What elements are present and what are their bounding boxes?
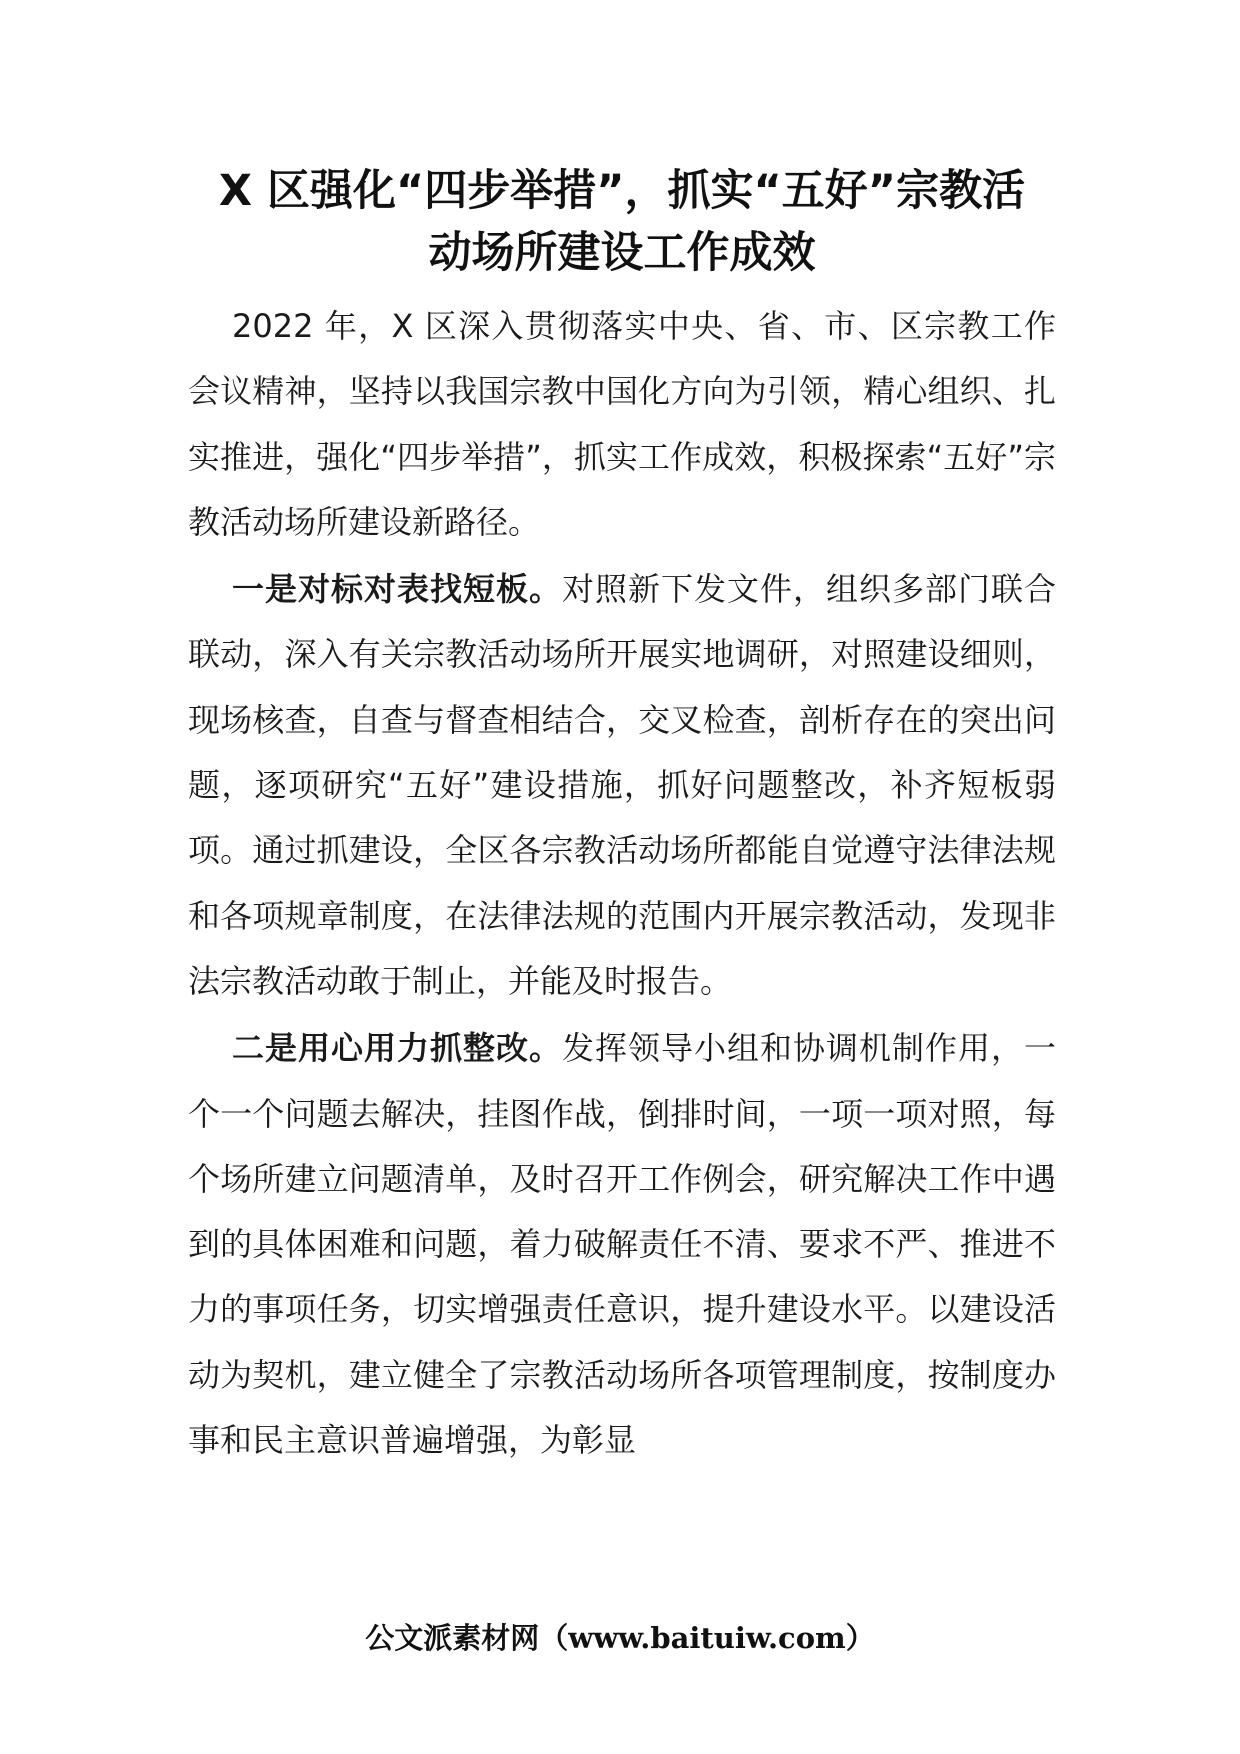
- document-title: [188, 160, 1056, 284]
- footer-watermark: 公文派素材网（www.baituiw.com）: [365, 1621, 875, 1655]
- intro-paragraph: 2022 年，X 区深入贯彻落实中央、省、市、区宗教工作会议精神，坚持以我国宗教中国化方向为引领，精心组织、扎实推进，强化“四步举措”，抓实工作成效，积极探索“五好”宗教活动场所建设新路径。: [188, 307, 1056, 541]
- section-2-paragraph: [188, 1016, 1056, 1473]
- section-2-text: 发挥领导小组和协调机制作用，一个一个问题去解决，挂图作战，倒排时间，一项一项对照，每个场所建立问题清单，及时召开工作例会，研究解决工作中遇到的具体困难和问题，着力破解责任不清、要求不严、推进不力的事项任务，切实增强责任意识，提升建设水平。以建设活动为契机，建立健全了宗教活动场所各项管理制度，按制度办事和民主意识普遍增强，为彰显: [188, 1029, 1056, 1460]
- section-2-lead: 二是用心用力抓整改。: [232, 1029, 562, 1068]
- title-line-1: X 区强化“四步举措”，抓实“五好”宗教活: [218, 166, 1026, 216]
- section-1-paragraph: [188, 557, 1056, 1014]
- section-1-text: 对照新下发文件，组织多部门联合联动，深入有关宗教活动场所开展实地调研，对照建设细则，现场核查，自查与督查相结合，交叉检查，剖析存在的突出问题，逐项研究“五好”建设措施，抓好问题整改，补齐短板弱项。通过抓建设，全区各宗教活动场所都能自觉遵守法律法规和各项规章制度，在法律法规的范围内开展宗教活动，发现非法宗教活动敢于制止，并能及时报告。: [188, 570, 1056, 1000]
- title-line-2: 动场所建设工作成效: [428, 228, 816, 278]
- document-body: [188, 294, 1056, 1473]
- section-1-lead: 一是对标对表找短板。: [232, 570, 562, 609]
- document-page: [188, 160, 1056, 1475]
